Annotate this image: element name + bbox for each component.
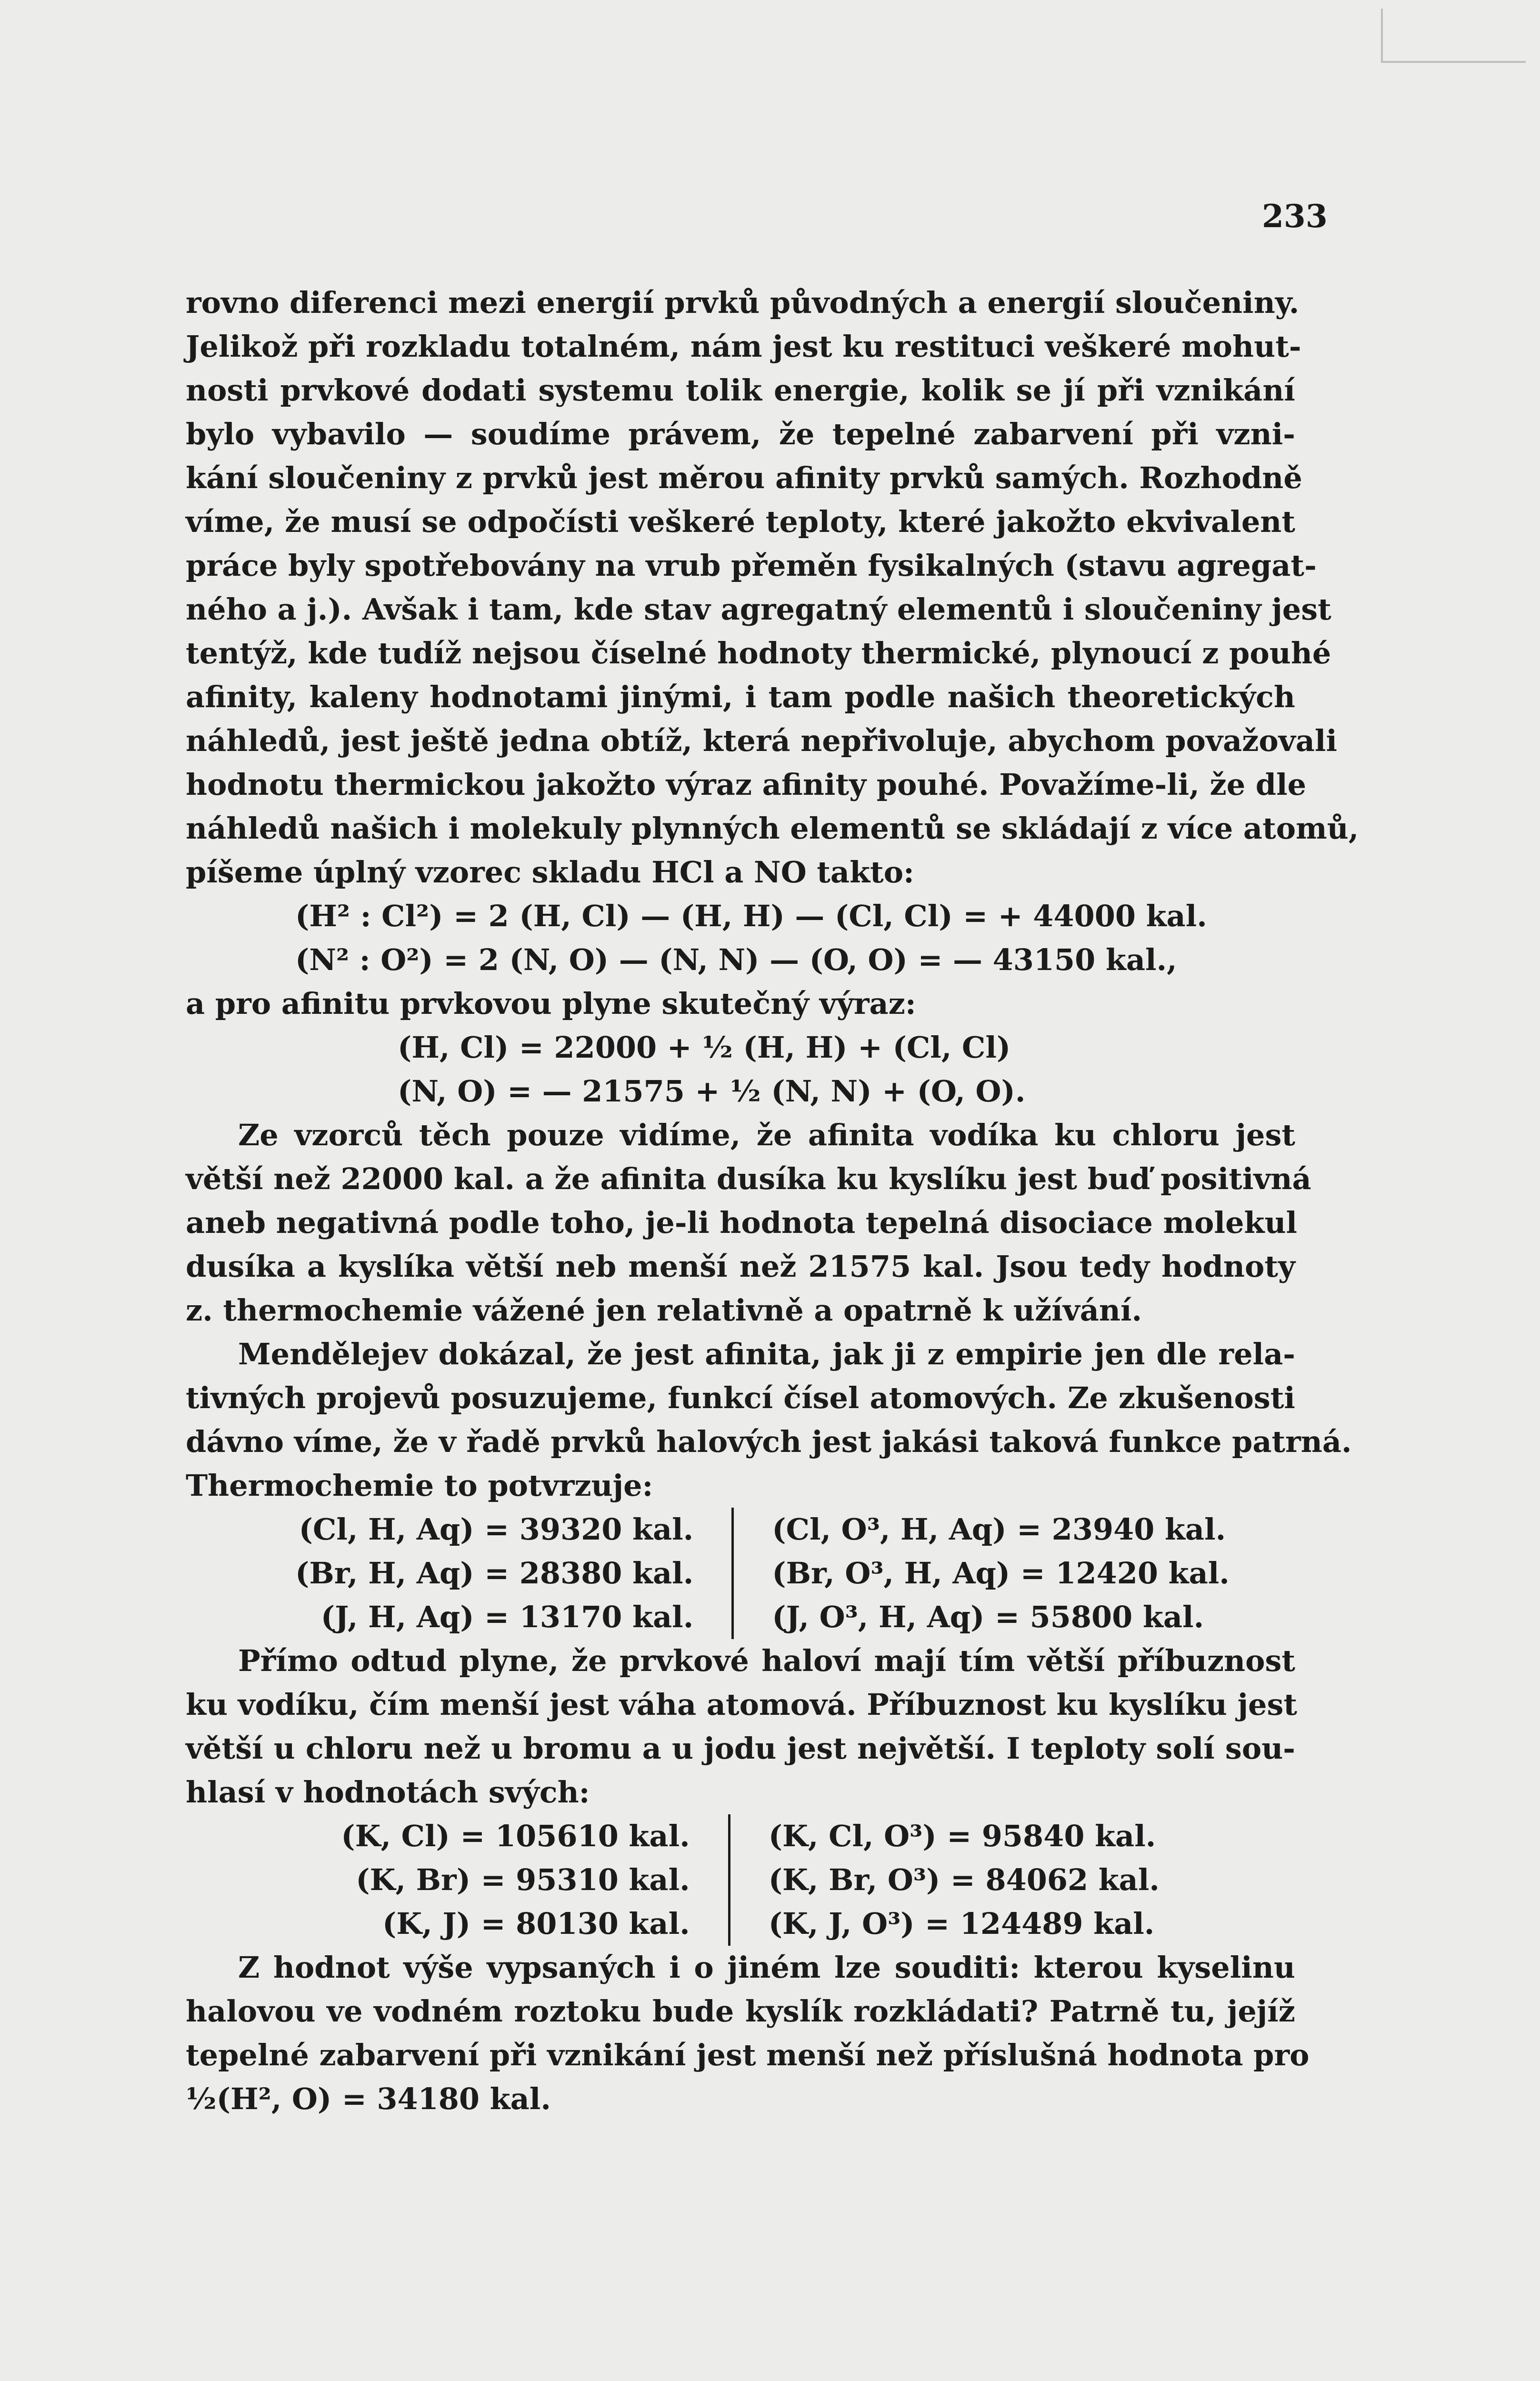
text-line: Ze vzorců těch pouze vidíme, že afinita vodíka ku chloru jest — [238, 1118, 1295, 1152]
text-line: Z hodnot výše vypsaných i o jiném lze souditi: kterou kyselinu — [238, 1950, 1295, 1985]
table-cell: (Cl, O³, H, Aq) = 23940 kal. — [772, 1512, 1226, 1547]
table-cell: (K, Br) = 95310 kal. — [356, 1862, 690, 1897]
text-line: víme, že musí se odpočísti veškeré teploty, které jakožto ekvivalent — [186, 504, 1295, 539]
formula-line: (H² : Cl²) = 2 (H, Cl) — (H, H) — (Cl, Cl) = + 44000 kal. — [295, 899, 1207, 933]
table-cell: (K, Cl) = 105610 kal. — [341, 1819, 690, 1853]
halogen-thermochemistry-table — [267, 1508, 1230, 1639]
text-line: hlasí v hodnotách svých: — [186, 1775, 590, 1810]
connector-line: a pro afinitu prvkovou plyne skutečný výraz: — [186, 986, 916, 1021]
potassium-salts-table — [302, 1814, 1188, 1946]
text-line: větší než 22000 kal. a že afinita dusíka ku kyslíku jest buď positivná — [186, 1161, 1311, 1196]
paragraph-5 — [186, 1946, 1310, 2121]
table-cell: (J, O³, H, Aq) = 55800 kal. — [772, 1600, 1204, 1634]
formula-block-1 — [186, 894, 1295, 982]
paragraph-4 — [186, 1639, 1295, 1814]
table-column-halides — [302, 1814, 730, 1946]
text-line: Přímo odtud plyne, že prvkové haloví mají tím větší příbuznost — [238, 1643, 1295, 1678]
text-line: tentýž, kde tudíž nejsou číselné hodnoty thermické, plynoucí z pouhé — [186, 636, 1331, 670]
formula-line: (N, O) = — 21575 + ½ (N, N) + (O, O). — [398, 1074, 1026, 1109]
text-line: ½(H², O) = 34180 kal. — [186, 2081, 551, 2116]
table-column-halates — [730, 1814, 1188, 1946]
formula-line: (H, Cl) = 22000 + ½ (H, H) + (Cl, Cl) — [398, 1030, 1011, 1065]
table-cell: (Cl, H, Aq) = 39320 kal. — [299, 1512, 694, 1547]
paragraph-2 — [186, 1113, 1311, 1332]
table-cell: (K, J) = 80130 kal. — [382, 1906, 690, 1941]
paragraph-1 — [186, 281, 1359, 894]
text-line: Mendělejev dokázal, že jest afinita, jak ji z empirie jen dle rela- — [238, 1337, 1295, 1371]
text-line: tepelné zabarvení při vznikání jest menší než příslušná hodnota pro — [186, 2038, 1310, 2072]
text-line: z. thermochemie vážené jen relativně a opatrně k užívání. — [186, 1293, 1142, 1328]
text-line: Jelikož při rozkladu totalném, nám jest ku restituci veškeré mohut- — [186, 329, 1301, 364]
text-line: ku vodíku, čím menší jest váha atomová. Příbuznost ku kyslíku jest — [186, 1687, 1297, 1722]
text-line: nosti prvkové dodati systemu tolik energie, kolik se jí při vznikání — [186, 373, 1295, 408]
text-line: práce byly spotřebovány na vrub přeměn fysikalných (stavu agregat- — [186, 548, 1317, 583]
page-number: 233 — [1262, 198, 1328, 235]
text-line: náhledů, jest ještě jedna obtíž, která nepřivoluje, abychom považovali — [186, 723, 1338, 758]
text-line: tivných projevů posuzujeme, funkcí čísel atomových. Ze zkušenosti — [186, 1381, 1295, 1415]
table-cell: (K, Br, O³) = 84062 kal. — [768, 1862, 1160, 1897]
text-line: náhledů našich i molekuly plynných elementů se skládají z více atomů, — [186, 811, 1359, 846]
table-cell: (K, J, O³) = 124489 kal. — [768, 1906, 1155, 1941]
scan-corner-frame — [1381, 9, 1526, 63]
table-column-hydrides — [267, 1508, 734, 1639]
text-line: píšeme úplný vzorec skladu HCl a NO takto: — [186, 855, 914, 890]
text-line: kání sloučeniny z prvků jest měrou afinity prvků samých. Rozhodně — [186, 460, 1302, 495]
table-cell: (J, H, Aq) = 13170 kal. — [320, 1600, 694, 1634]
text-line: dávno víme, že v řadě prvků halových jest jakási taková funkce patrná. — [186, 1424, 1352, 1459]
text-line: dusíka a kyslíka větší neb menší než 21575 kal. Jsou tedy hodnoty — [186, 1249, 1295, 1284]
table-cell: (K, Cl, O³) = 95840 kal. — [768, 1819, 1156, 1853]
text-line: Thermochemie to potvrzuje: — [186, 1468, 653, 1503]
text-line: ného a j.). Avšak i tam, kde stav agregatný elementů i sloučeniny jest — [186, 592, 1331, 627]
formula-line: (N² : O²) = 2 (N, O) — (N, N) — (O, O) = — 43150 kal., — [295, 942, 1177, 977]
table-cell: (Br, H, Aq) = 28380 kal. — [295, 1556, 694, 1591]
text-line: hodnotu thermickou jakožto výraz afinity pouhé. Považíme-li, že dle — [186, 767, 1307, 802]
text-line: rovno diferenci mezi energií prvků původných a energií sloučeniny. — [186, 285, 1300, 320]
table-column-oxyacids — [734, 1508, 1258, 1639]
table-cell: (Br, O³, H, Aq) = 12420 kal. — [772, 1556, 1230, 1591]
text-line: větší u chloru než u bromu a u jodu jest největší. I teploty solí sou- — [186, 1731, 1295, 1766]
paragraph-3 — [186, 1332, 1352, 1508]
text-line: bylo vybavilo — soudíme právem, že tepelné zabarvení při vzni- — [186, 417, 1295, 451]
formula-block-2 — [186, 1026, 1295, 1113]
text-line: aneb negativná podle toho, je-li hodnota tepelná disociace molekul — [186, 1205, 1298, 1240]
text-line: afinity, kaleny hodnotami jinými, i tam podle našich theoretických — [186, 680, 1295, 714]
body-text — [186, 281, 1359, 2121]
text-line: halovou ve vodném roztoku bude kyslík rozkládati? Patrně tu, jejíž — [186, 1994, 1295, 2029]
